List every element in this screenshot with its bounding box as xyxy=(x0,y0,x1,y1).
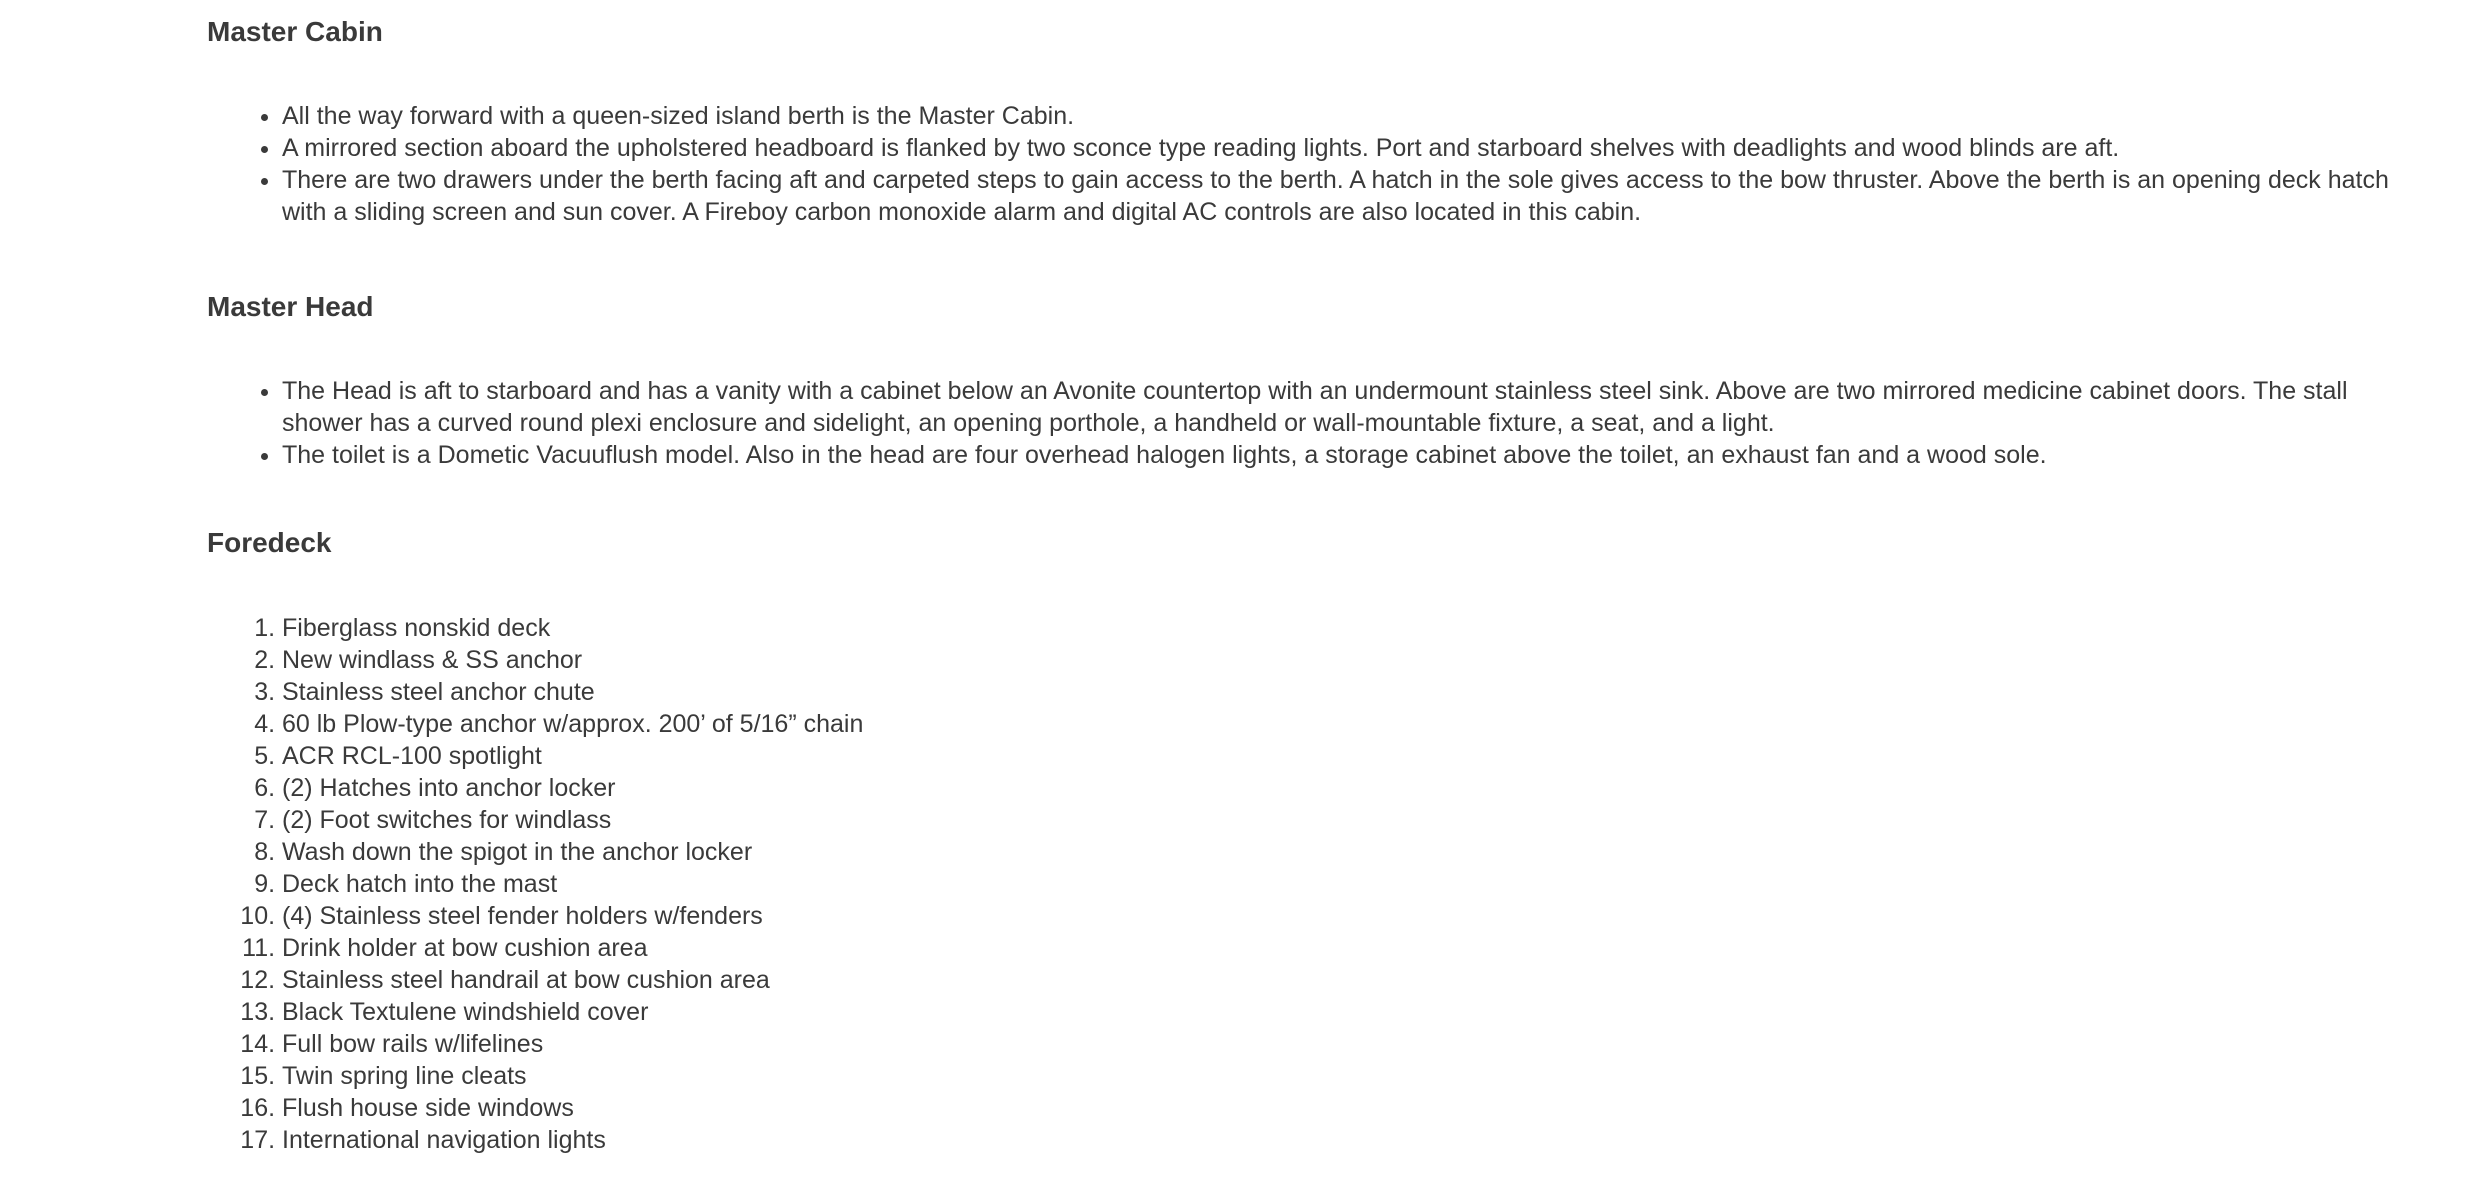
list-item: 15. Twin spring line cleats xyxy=(282,1060,2392,1092)
list-item: • The Head is aft to starboard and has a vanity with a cabinet below an Avonite countertop with an undermount stainless steel sink. Above are two mirrored medicine cabinet doors. The stall shower has a curved round plexi enclosure and sidelight, an opening porthole, a handheld or wall-mountable fixture, a seat, and a light. xyxy=(282,375,2392,439)
list-item: 14. Full bow rails w/lifelines xyxy=(282,1028,2392,1060)
list-item: 11. Drink holder at bow cushion area xyxy=(282,932,2392,964)
list-item: • All the way forward with a queen-sized island berth is the Master Cabin. xyxy=(282,100,2392,132)
list-item: 8. Wash down the spigot in the anchor locker xyxy=(282,836,2392,868)
list-item: 13. Black Textulene windshield cover xyxy=(282,996,2392,1028)
list-item: • A mirrored section aboard the upholstered headboard is flanked by two sconce type reading lights. Port and starboard shelves with deadlights and wood blinds are aft. xyxy=(282,132,2392,164)
list-item: • The toilet is a Dometic Vacuuflush model. Also in the head are four overhead halogen lights, a storage cabinet above the toilet, an exhaust fan and a wood sole. xyxy=(282,439,2392,471)
list-item: 3. Stainless steel anchor chute xyxy=(282,676,2392,708)
list-item: 12. Stainless steel handrail at bow cushion area xyxy=(282,964,2392,996)
list-item: 1. Fiberglass nonskid deck xyxy=(282,612,2392,644)
list-item: 16. Flush house side windows xyxy=(282,1092,2392,1124)
section-heading-master-head: Master Head xyxy=(207,291,374,322)
list-item: 5. ACR RCL-100 spotlight xyxy=(282,740,2392,772)
list-item: 7. (2) Foot switches for windlass xyxy=(282,804,2392,836)
master-head-list xyxy=(207,375,2392,471)
list-item: • There are two drawers under the berth facing aft and carpeted steps to gain access to the berth. A hatch in the sole gives access to the bow thruster. Above the berth is an opening deck hatch with a sliding screen and sun cover. A Fireboy carbon monoxide alarm and digital AC controls are also located in this cabin. xyxy=(282,164,2392,228)
list-item: 9. Deck hatch into the mast xyxy=(282,868,2392,900)
list-item: 2. New windlass & SS anchor xyxy=(282,644,2392,676)
list-item: 10. (4) Stainless steel fender holders w/fenders xyxy=(282,900,2392,932)
section-heading-foredeck: Foredeck xyxy=(207,527,332,558)
section-heading-master-cabin: Master Cabin xyxy=(207,16,383,47)
foredeck-list xyxy=(207,612,2392,1156)
list-item: 4. 60 lb Plow-type anchor w/approx. 200’ of 5/16” chain xyxy=(282,708,2392,740)
list-item: 6. (2) Hatches into anchor locker xyxy=(282,772,2392,804)
list-item: 17. International navigation lights xyxy=(282,1124,2392,1156)
master-cabin-list xyxy=(207,100,2392,228)
